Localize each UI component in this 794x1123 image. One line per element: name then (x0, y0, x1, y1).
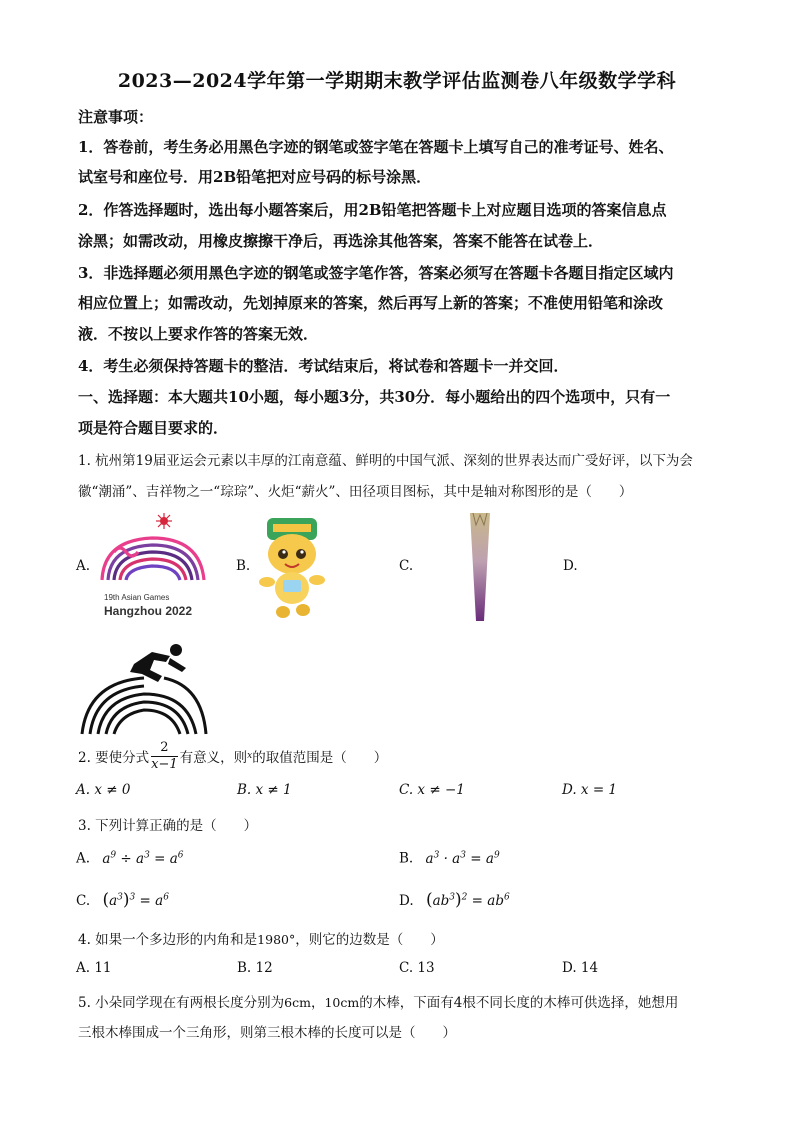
note-line-2: 试室号和座位号．用2B铅笔把对应号码的标号涂黑． (78, 168, 432, 186)
q5-separator: ， (310, 995, 325, 1011)
q2-variable: x (247, 751, 253, 761)
q4-angle-sum: 1980° (257, 932, 296, 947)
q3-option-d-label: D. (399, 893, 414, 909)
mascot-graphic (253, 514, 331, 622)
mascot-congcong (253, 514, 331, 622)
q2-option-b: B. x ≠ 1 (237, 782, 292, 798)
torch-graphic (466, 511, 494, 623)
note-line-3: 2．作答选择题时，选出每小题答案后，用2B铅笔把答题卡上对应题目选项的答案信息点 (78, 201, 667, 219)
q3-option-b: B. $a^3 \cdot a^3 = a^9$ (399, 850, 500, 867)
torch-xinhuo (466, 511, 494, 623)
exam-title: 2023—2024学年第一学期期末教学评估监测卷八年级数学学科 (117, 70, 677, 92)
athletics-pictogram (78, 642, 210, 736)
q1-option-a-label: A. (76, 558, 91, 574)
note-line-4: 涂黑；如需改动，用橡皮擦擦干净后，再选涂其他答案，答案不能答在试卷上． (78, 232, 604, 250)
q2-stem-post: 的取值范围是（ ） (252, 750, 388, 766)
note-line-1: 1．答卷前，考生务必用黑色字迹的钢笔或签字笔在答题卡上填写自己的准考证号、姓名、 (78, 138, 674, 156)
q4-stem-post: ，则它的边数是（ ） (295, 932, 444, 948)
note-line-7: 液．不按以上要求作答的答案无效． (78, 325, 319, 343)
asian-games-emblem-graphic (94, 512, 212, 622)
emblem-caption-2: Hangzhou 2022 (104, 604, 193, 618)
q2-fraction-numerator: 2 (151, 740, 178, 757)
note-line-5: 3．非选择题必须用黑色字迹的钢笔或签字笔作答，答案必须写在答题卡各题目指定区域内 (78, 264, 674, 282)
athletics-graphic (78, 642, 210, 736)
q3-option-c-label: C. (76, 893, 91, 909)
q2-fraction-denominator: x−1 (151, 756, 178, 772)
q2-stem (78, 736, 387, 776)
q1-option-c-label: C. (399, 558, 414, 574)
q5-stem-line-1 (78, 991, 678, 1011)
q1-option-b-label: B. (236, 558, 251, 574)
q3-option-a-label: A. (76, 850, 91, 867)
notice-heading: 注意事项： (78, 108, 154, 126)
q1-stem-line-1: 1. 杭州第19届亚运会元素以丰厚的江南意蕴、鲜明的中国气派、深刻的世界表达而广受好评，以下为会 (78, 453, 693, 469)
q5-length-2: 10cm (324, 995, 360, 1010)
q3-option-c: C. $(a^3)^3 = a^6$ (76, 890, 169, 910)
q3-option-b-label: B. (399, 850, 414, 867)
emblem-caption-1: 19th Asian Games (104, 593, 170, 602)
q4-stem-pre: 4. 如果一个多边形的内角和是 (78, 932, 258, 948)
q5-stem-pre: 5. 小朵同学现在有两根长度分别为 (78, 995, 285, 1011)
q2-option-d: D. x = 1 (562, 782, 618, 798)
q3-option-d: D. $(ab^3)^2 = ab^6$ (399, 890, 510, 910)
q1-option-d-label: D. (563, 558, 578, 574)
note-line-8: 4．考生必须保持答题卡的整洁．考试结束后，将试卷和答题卡一并交回． (78, 357, 569, 375)
q4-option-a: A. 11 (76, 960, 112, 976)
q3-option-a: A. $a^9 \div a^3 = a^6$ (76, 850, 184, 867)
q5-length-1: 6cm (284, 995, 311, 1010)
q2-fraction (151, 740, 178, 773)
q2-option-c: C. x ≠ −1 (399, 782, 465, 798)
q1-stem-line-2: 徽“潮涌”、吉祥物之一“琮琮”、火炬“薪火”、田径项目图标，其中是轴对称图形的是（ ） (78, 484, 633, 500)
section-heading-line-2: 项是符合题目要求的． (78, 419, 229, 437)
q2-stem-mid: 有意义，则 (179, 750, 248, 766)
q2-option-a: A. x ≠ 0 (76, 782, 131, 798)
q3-stem: 3. 下列计算正确的是（ ） (78, 818, 258, 834)
q2-stem-pre: 2. 要使分式 (78, 750, 150, 766)
section-heading-line-1: 一、选择题：本大题共10小题，每小题3分，共30分．每小题给出的四个选项中，只有一 (78, 388, 671, 406)
q4-stem (78, 928, 444, 948)
q4-option-d: D. 14 (562, 960, 599, 976)
q4-option-b: B. 12 (237, 960, 273, 976)
asian-games-emblem (94, 512, 212, 622)
q5-stem-line-2: 三根木棒围成一个三角形，则第三根木棒的长度可以是（ ） (78, 1025, 456, 1041)
q5-stem-post: 的木棒，下面有4根不同长度的木棒可供选择，她想用 (359, 995, 679, 1011)
note-line-6: 相应位置上；如需改动，先划掉原来的答案，然后再写上新的答案；不准使用铅笔和涂改 (78, 294, 664, 312)
q4-option-c: C. 13 (399, 960, 435, 976)
